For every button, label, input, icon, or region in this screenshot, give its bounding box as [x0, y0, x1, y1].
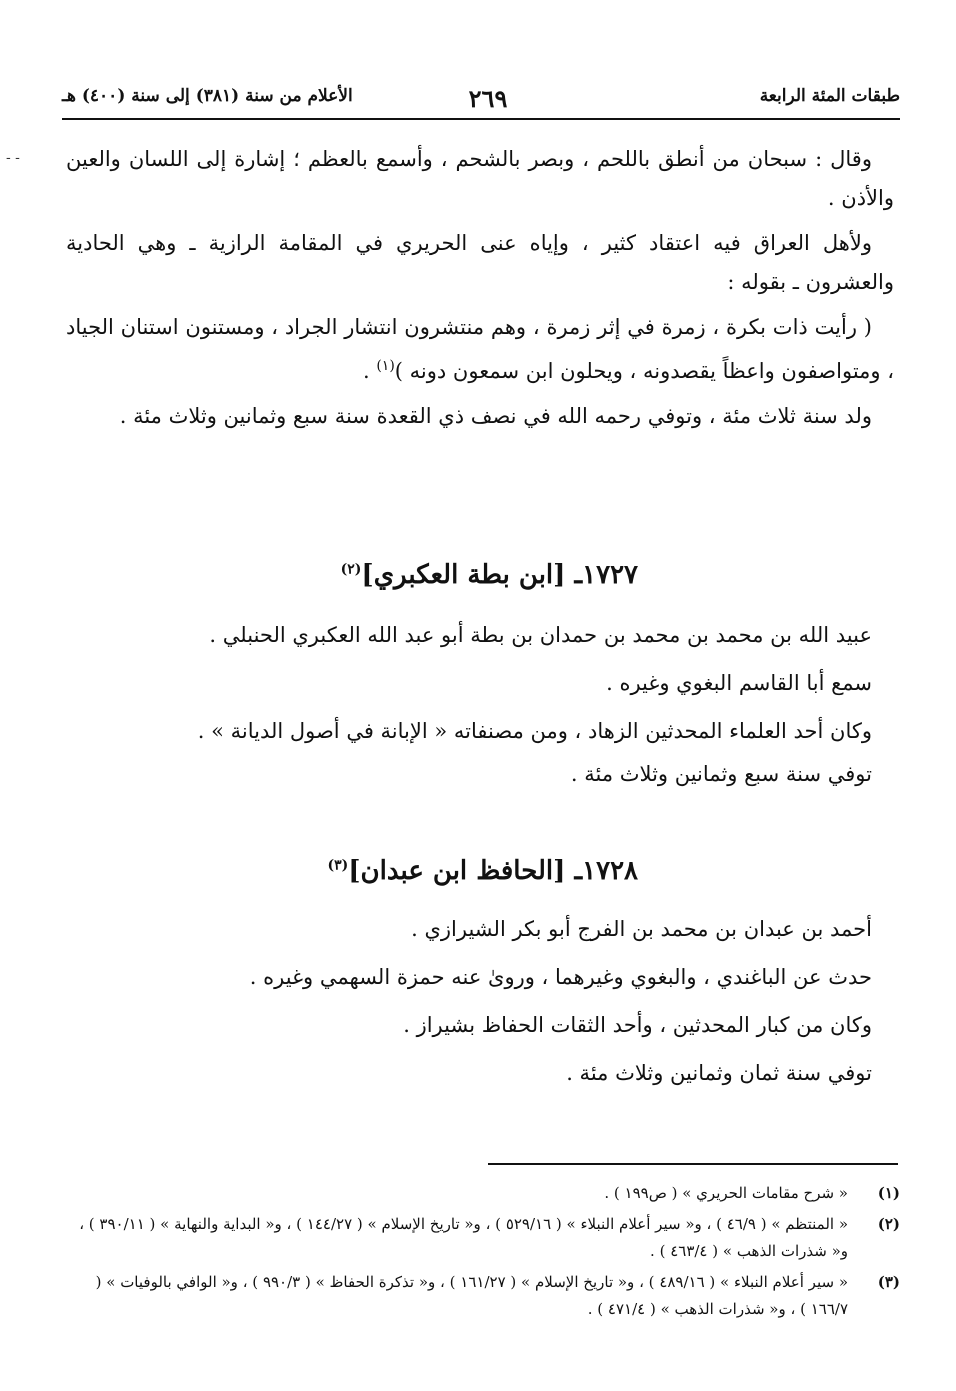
- footnote: [64, 1211, 900, 1265]
- header-section-title: طبقات المئة الرابعة: [759, 86, 900, 106]
- entry-title: ١٧٢٨ـ [الحافظ ابن عبدان]: [348, 856, 638, 886]
- intro-paragraph: ولأهل العراق فيه اعتقاد كثير ، وإياه عنى الحريري في المقامة الرازية ـ وهي الحادية والعشرون ـ بقوله :: [66, 231, 894, 294]
- entry-line: توفي سنة سبع وثمانين وثلاث مئة .: [570, 762, 872, 786]
- footnote-ref: (٣): [327, 857, 349, 874]
- footnote-ref: (١): [376, 358, 395, 374]
- header-rule: [62, 118, 900, 120]
- entry-title: ١٧٢٧ـ [ابن بطة العكبري]: [361, 560, 638, 590]
- entry-heading-1727: [341, 560, 638, 590]
- intro-paragraph: وقال : سبحان من أنطق باللحم ، وبصر بالشحم ، وأسمع بالعظم ؛ إشارة إلى اللسان والعين والأذن .: [66, 147, 894, 210]
- margin-mark: - -: [6, 150, 20, 166]
- running-header: [62, 86, 900, 116]
- quote-text: ( رأيت ذات بكرة ، زمرة في إثر زمرة ، وهم منتشرون انتشار الجراد ، ومستنون استنان الجياد ، ومتواصفون واعظاً يقصدونه ، ويحلون ابن سمعون دونه ): [66, 315, 894, 383]
- header-range-title: الأعلام من سنة (٣٨١) إلى سنة (٤٠٠) هـ: [62, 86, 353, 106]
- entry-line: أحمد بن عبدان بن محمد بن الفرج أبو بكر الشيرازي .: [411, 917, 872, 941]
- entry-heading-1728: [327, 856, 638, 886]
- footnote-number: (١): [877, 1184, 900, 1202]
- entry-line: حدث عن الباغندي ، والبغوي وغيرهما ، وروىٰ عنه حمزة السهمي وغيره .: [249, 965, 872, 989]
- footnote-number: (٢): [877, 1215, 900, 1233]
- footnote-text: « المنتظم » ( ٤٦/٩ ) ، و« سير أعلام النبلاء » ( ٥٢٩/١٦ ) ، و« تاريخ الإسلام » ( ١٤٤/٢٧ ) ، و« البداية والنهاية » ( ٣٩٠/١١ ) ، و« شذرات الذهب » ( ٤٦٣/٤ ) .: [79, 1215, 848, 1260]
- quote-paragraph: ( رأيت ذات بكرة ، زمرة في إثر زمرة ، وهم منتشرون انتشار الجراد ، ومستنون استنان الجياد ، ومتواصفون واعظاً يقصدونه ، ويحلون ابن سمعون دونه )$^{(١)}$ .: [66, 315, 894, 383]
- footnote-text: « شرح مقامات الحريري » ( ص١٩٩ ) .: [604, 1184, 848, 1202]
- footnote-ref: (٢): [340, 561, 362, 578]
- entry-1727-body: [66, 616, 894, 794]
- footnote-number: (٣): [877, 1273, 900, 1291]
- entry-line: سمع أبا القاسم البغوي وغيره .: [606, 671, 872, 695]
- footnote: [64, 1269, 900, 1323]
- footnotes: [64, 1180, 900, 1327]
- footnote: [64, 1180, 900, 1207]
- intro-section: [66, 140, 894, 436]
- footnote-text: « سير أعلام النبلاء » ( ٤٨٩/١٦ ) ، و« تاريخ الإسلام » ( ١٦١/٢٧ ) ، و« تذكرة الحفاظ » ( ٩٩٠/٣ ) ، و« الوافي بالوفيات » ( ١٦٦/٧ ) ، و« شذرات الذهب » ( ٤٧١/٤ ) .: [95, 1273, 848, 1318]
- entry-line: توفي سنة ثمان وثمانين وثلاث مئة .: [566, 1061, 872, 1085]
- entry-line: عبيد الله بن محمد بن محمد بن حمدان بن بطة أبو عبد الله العكبري الحنبلي .: [209, 623, 872, 647]
- entry-1728-body: [66, 910, 894, 1093]
- entry-line: وكان أحد العلماء المحدثين الزهاد ، ومن مصنفاته « الإبانة في أصول الديانة » .: [197, 719, 872, 743]
- intro-paragraph: ولد سنة ثلاث مئة ، وتوفي رحمه الله في نصف ذي القعدة سنة سبع وثمانين وثلاث مئة .: [119, 404, 872, 428]
- entry-line: وكان من كبار المحدثين ، وأحد الثقات الحفاظ بشيراز .: [403, 1013, 872, 1037]
- page-number: ٢٦٩: [468, 84, 508, 113]
- footnote-separator: [488, 1163, 898, 1165]
